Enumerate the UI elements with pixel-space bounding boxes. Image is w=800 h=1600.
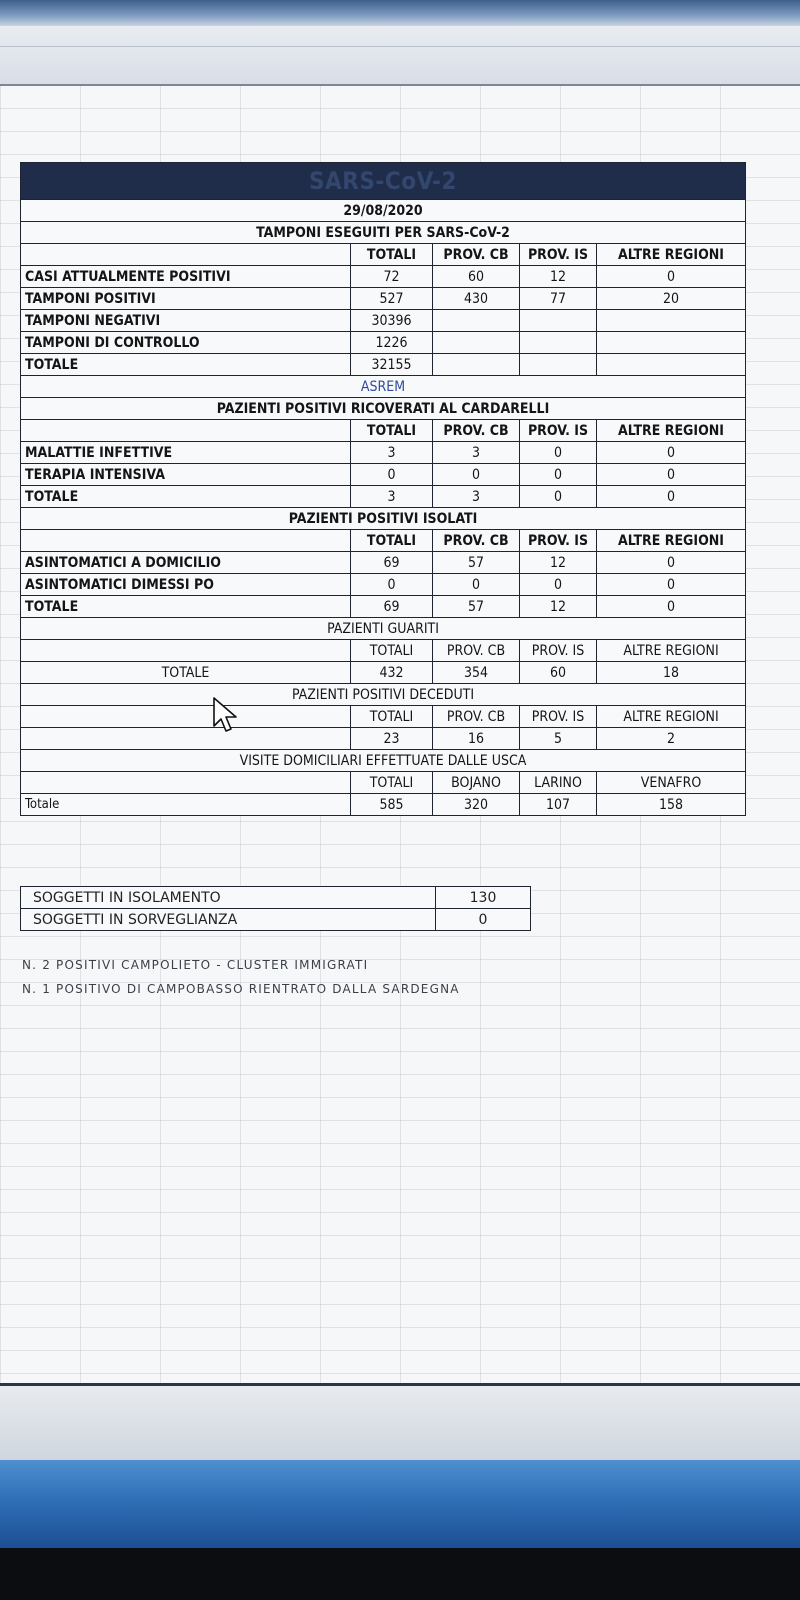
ricoverati-row — [21, 442, 746, 464]
isolamento-row — [21, 887, 531, 909]
cell-totali[interactable]: 69 — [351, 552, 433, 574]
cell-prov-cb[interactable]: 3 — [433, 442, 520, 464]
sorveglianza-value[interactable]: 0 — [436, 909, 531, 931]
note-rientrato-sardegna[interactable]: N. 1 POSITIVO DI CAMPOBASSO RIENTRATO DALLA SARDEGNA — [22, 982, 460, 996]
asrem-label[interactable]: ASREM — [21, 376, 746, 398]
row-label[interactable]: TOTALE — [21, 354, 351, 376]
isolati-row — [21, 574, 746, 596]
cell-prov-is[interactable]: 77 — [520, 288, 597, 310]
row-label[interactable]: TOTALE — [21, 596, 351, 618]
cell-prov-is[interactable] — [520, 310, 597, 332]
guariti-total-row — [21, 662, 746, 684]
tamponi-row — [21, 310, 746, 332]
col-header-venafro[interactable]: VENAFRO — [597, 772, 746, 794]
cell-totali[interactable]: 32155 — [351, 354, 433, 376]
visite-header-row — [21, 772, 746, 794]
guariti-prov-cb-value[interactable]: 354 — [433, 662, 520, 684]
cell-prov-cb[interactable]: 430 — [433, 288, 520, 310]
col-header-altre-regioni[interactable]: ALTRE REGIONI — [597, 420, 746, 442]
header-blank-cell[interactable] — [21, 640, 351, 662]
cell-totali[interactable]: 3 — [351, 486, 433, 508]
isolati-row — [21, 596, 746, 618]
col-header-prov-is[interactable]: PROV. IS — [520, 640, 597, 662]
tamponi-header-row — [21, 244, 746, 266]
cell-prov-cb[interactable]: 57 — [433, 596, 520, 618]
tamponi-row — [21, 266, 746, 288]
cell-altre-regioni[interactable] — [597, 332, 746, 354]
tamponi-row — [21, 288, 746, 310]
col-header-totali[interactable]: TOTALI — [351, 420, 433, 442]
col-header-prov-cb[interactable]: PROV. CB — [433, 530, 520, 552]
sorveglianza-label[interactable]: SOGGETTI IN SORVEGLIANZA — [21, 909, 436, 931]
col-header-totali[interactable]: TOTALI — [351, 706, 433, 728]
cell-prov-is[interactable]: 0 — [520, 574, 597, 596]
row-label[interactable]: TERAPIA INTENSIVA — [21, 464, 351, 486]
isolati-header-row — [21, 530, 746, 552]
ricoverati-row — [21, 464, 746, 486]
col-header-altre-regioni[interactable]: ALTRE REGIONI — [597, 640, 746, 662]
col-header-prov-is[interactable]: PROV. IS — [520, 706, 597, 728]
header-blank-cell[interactable] — [21, 530, 351, 552]
cell-totali[interactable]: 30396 — [351, 310, 433, 332]
header-blank-cell[interactable] — [21, 706, 351, 728]
taskbar — [0, 1460, 800, 1548]
cell-prov-cb[interactable]: 3 — [433, 486, 520, 508]
col-header-prov-cb[interactable]: PROV. CB — [433, 640, 520, 662]
col-header-totali[interactable]: TOTALI — [351, 640, 433, 662]
deceduti-values-row — [21, 728, 746, 750]
cell-prov-cb[interactable] — [433, 332, 520, 354]
col-header-prov-is[interactable]: PROV. IS — [520, 244, 597, 266]
header-blank-cell[interactable] — [21, 420, 351, 442]
sorveglianza-row — [21, 909, 531, 931]
cell-altre-regioni[interactable]: 0 — [597, 574, 746, 596]
visite-venafro-value[interactable]: 158 — [597, 794, 746, 816]
cell-altre-regioni[interactable]: 0 — [597, 486, 746, 508]
deceduti-prov-cb-value[interactable]: 16 — [433, 728, 520, 750]
cell-prov-cb[interactable]: 0 — [433, 464, 520, 486]
visite-bojano-value[interactable]: 320 — [433, 794, 520, 816]
deceduti-prov-is-value[interactable]: 5 — [520, 728, 597, 750]
col-header-altre-regioni[interactable]: ALTRE REGIONI — [597, 530, 746, 552]
row-label[interactable]: ASINTOMATICI DIMESSI PO — [21, 574, 351, 596]
guariti-header-row — [21, 640, 746, 662]
cell-prov-is[interactable]: 0 — [520, 486, 597, 508]
cell-prov-is[interactable] — [520, 332, 597, 354]
window-title-bar — [0, 0, 800, 26]
tamponi-rows — [21, 266, 746, 376]
visite-section-title[interactable]: VISITE DOMICILIARI EFFETTUATE DALLE USCA — [21, 750, 746, 772]
cell-totali[interactable]: 72 — [351, 266, 433, 288]
header-blank-cell[interactable] — [21, 772, 351, 794]
visite-larino-value[interactable]: 107 — [520, 794, 597, 816]
isolati-rows — [21, 552, 746, 618]
cell-totali[interactable]: 1226 — [351, 332, 433, 354]
note-cluster-immigrati[interactable]: N. 2 POSITIVI CAMPOLIETO - CLUSTER IMMIGRATI — [22, 958, 369, 972]
toolbar-divider — [0, 46, 800, 47]
guariti-total-label[interactable]: TOTALE — [21, 662, 351, 684]
cell-altre-regioni[interactable] — [597, 310, 746, 332]
cell-totali[interactable]: 527 — [351, 288, 433, 310]
col-header-altre-regioni[interactable]: ALTRE REGIONI — [597, 706, 746, 728]
cell-altre-regioni[interactable]: 0 — [597, 596, 746, 618]
ricoverati-rows — [21, 442, 746, 508]
cell-altre-regioni[interactable]: 0 — [597, 266, 746, 288]
deceduti-header-row — [21, 706, 746, 728]
report-title[interactable]: SARS-CoV-2 — [21, 163, 746, 200]
col-header-prov-cb[interactable]: PROV. CB — [433, 706, 520, 728]
deceduti-blank-cell[interactable] — [21, 728, 351, 750]
cell-prov-cb[interactable]: 60 — [433, 266, 520, 288]
col-header-totali[interactable]: TOTALI — [351, 530, 433, 552]
col-header-prov-cb[interactable]: PROV. CB — [433, 244, 520, 266]
isolamento-value[interactable]: 130 — [436, 887, 531, 909]
cell-prov-is[interactable]: 12 — [520, 266, 597, 288]
visite-totali-value[interactable]: 585 — [351, 794, 433, 816]
guariti-prov-is-value[interactable]: 60 — [520, 662, 597, 684]
cell-totali[interactable]: 3 — [351, 442, 433, 464]
col-header-prov-cb[interactable]: PROV. CB — [433, 420, 520, 442]
ricoverati-row — [21, 486, 746, 508]
row-label[interactable]: TAMPONI POSITIVI — [21, 288, 351, 310]
tamponi-row — [21, 354, 746, 376]
row-label[interactable]: TAMPONI NEGATIVI — [21, 310, 351, 332]
monitor-bezel — [0, 1548, 800, 1600]
cell-prov-is[interactable]: 0 — [520, 442, 597, 464]
mouse-pointer-icon — [212, 696, 242, 736]
cell-altre-regioni[interactable]: 0 — [597, 442, 746, 464]
header-blank-cell[interactable] — [21, 244, 351, 266]
cell-prov-cb[interactable]: 57 — [433, 552, 520, 574]
covid-report-table — [20, 162, 746, 816]
deceduti-altre-regioni-value[interactable]: 2 — [597, 728, 746, 750]
cell-totali[interactable]: 0 — [351, 574, 433, 596]
cell-totali[interactable]: 69 — [351, 596, 433, 618]
guariti-section-title[interactable]: PAZIENTI GUARITI — [21, 618, 746, 640]
cell-prov-cb[interactable] — [433, 354, 520, 376]
col-header-larino[interactable]: LARINO — [520, 772, 597, 794]
isolamento-label[interactable]: SOGGETTI IN ISOLAMENTO — [21, 887, 436, 909]
cell-altre-regioni[interactable]: 0 — [597, 552, 746, 574]
cell-prov-is[interactable] — [520, 354, 597, 376]
cell-altre-regioni[interactable] — [597, 354, 746, 376]
row-label[interactable]: ASINTOMATICI A DOMICILIO — [21, 552, 351, 574]
visite-total-label[interactable]: Totale — [21, 794, 351, 816]
isolamento-table — [20, 886, 531, 931]
isolati-section-title[interactable]: PAZIENTI POSITIVI ISOLATI — [21, 508, 746, 530]
row-label[interactable]: CASI ATTUALMENTE POSITIVI — [21, 266, 351, 288]
cell-prov-is[interactable]: 0 — [520, 464, 597, 486]
cell-prov-is[interactable]: 12 — [520, 552, 597, 574]
col-header-altre-regioni[interactable]: ALTRE REGIONI — [597, 244, 746, 266]
visite-total-row — [21, 794, 746, 816]
cell-totali[interactable]: 0 — [351, 464, 433, 486]
row-label[interactable]: MALATTIE INFETTIVE — [21, 442, 351, 464]
guariti-totali-value[interactable]: 432 — [351, 662, 433, 684]
cell-altre-regioni[interactable]: 20 — [597, 288, 746, 310]
col-header-bojano[interactable]: BOJANO — [433, 772, 520, 794]
cell-prov-is[interactable]: 12 — [520, 596, 597, 618]
row-label[interactable]: TOTALE — [21, 486, 351, 508]
report-date[interactable]: 29/08/2020 — [21, 200, 746, 222]
guariti-altre-regioni-value[interactable]: 18 — [597, 662, 746, 684]
tamponi-section-title[interactable]: TAMPONI ESEGUITI PER SARS-CoV-2 — [21, 222, 746, 244]
col-header-prov-is[interactable]: PROV. IS — [520, 420, 597, 442]
ricoverati-header-row — [21, 420, 746, 442]
col-header-prov-is[interactable]: PROV. IS — [520, 530, 597, 552]
cell-prov-cb[interactable] — [433, 310, 520, 332]
tamponi-row — [21, 332, 746, 354]
ricoverati-section-title[interactable]: PAZIENTI POSITIVI RICOVERATI AL CARDARELLI — [21, 398, 746, 420]
isolati-row — [21, 552, 746, 574]
spreadsheet-toolbar — [0, 26, 800, 86]
col-header-totali[interactable]: TOTALI — [351, 772, 433, 794]
deceduti-section-title[interactable]: PAZIENTI POSITIVI DECEDUTI — [21, 684, 746, 706]
sheet-tabs-area — [0, 1386, 800, 1460]
cell-prov-cb[interactable]: 0 — [433, 574, 520, 596]
cell-altre-regioni[interactable]: 0 — [597, 464, 746, 486]
row-label[interactable]: TAMPONI DI CONTROLLO — [21, 332, 351, 354]
deceduti-totali-value[interactable]: 23 — [351, 728, 433, 750]
col-header-totali[interactable]: TOTALI — [351, 244, 433, 266]
